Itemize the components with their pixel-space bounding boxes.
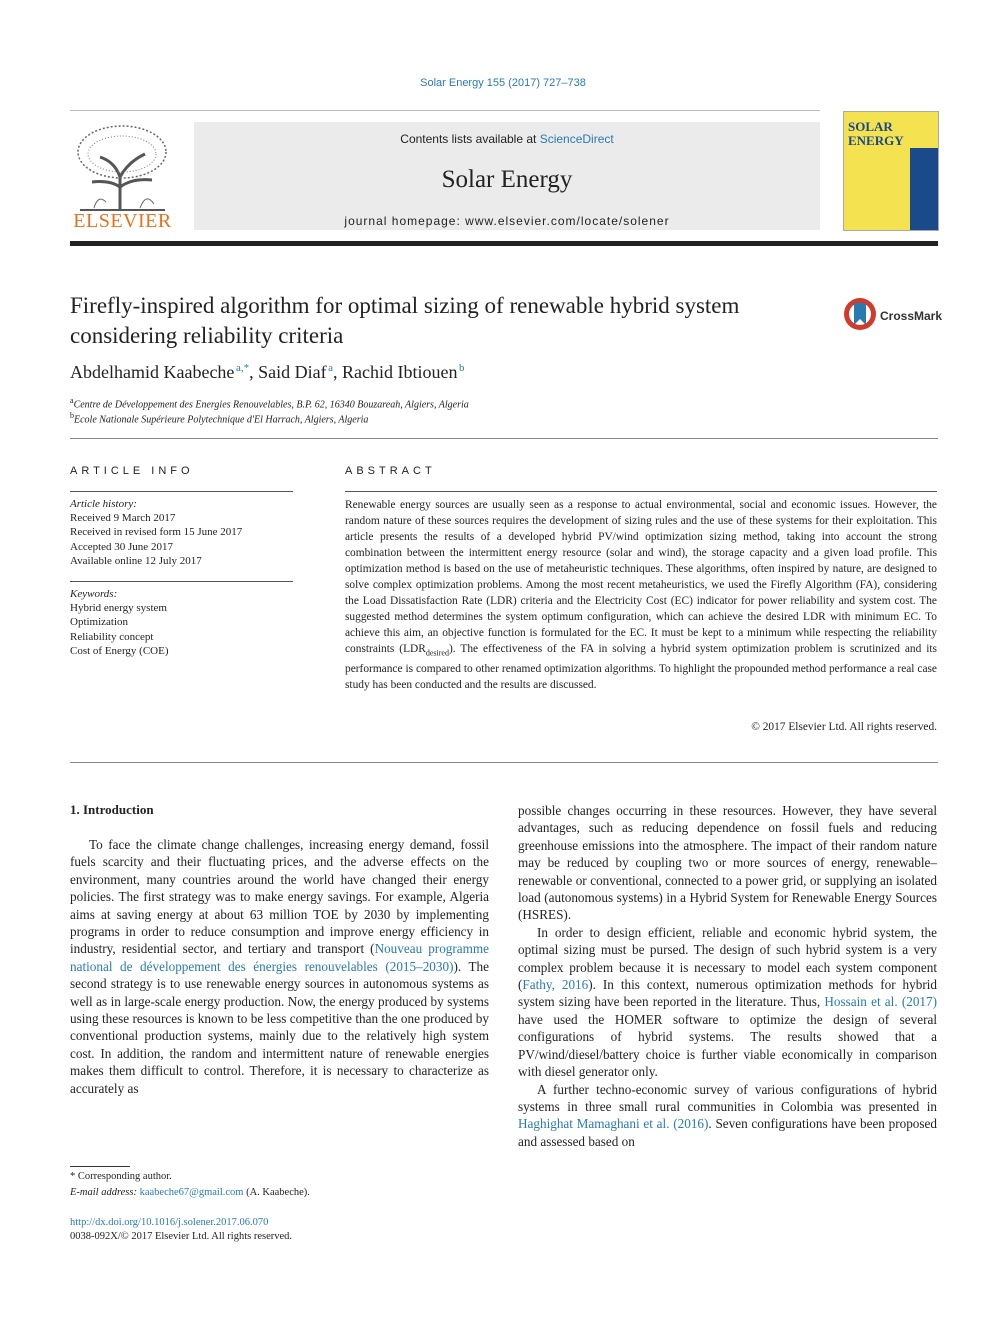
abstract-copyright: © 2017 Elsevier Ltd. All rights reserved. bbox=[751, 721, 937, 733]
abstract-text bbox=[345, 497, 937, 693]
history-item: Available online 12 July 2017 bbox=[70, 554, 202, 567]
cover-globe-graphic bbox=[910, 148, 938, 230]
masthead-top-rule bbox=[70, 110, 820, 111]
email-suffix: (A. Kaabeche). bbox=[243, 1187, 310, 1198]
author-separator: , bbox=[249, 362, 259, 382]
text-run: To face the climate change challenges, increasing energy demand, fossil fuels scarcity and their fluctuating prices, and the adverse effects on the environment, many countries around the world have changed their energy policies. The first strategy was to make energy savings. For example, Algeria aims at saving energy at about 63 million TOE by 2030 by implementing programs in order to reduce consumption and improve energy efficiency in industry, residential sector, and tertiary and transport ( bbox=[70, 837, 489, 957]
masthead-thick-rule bbox=[70, 241, 938, 246]
history-item: Accepted 30 June 2017 bbox=[70, 540, 173, 553]
citation-link[interactable]: Haghighat Mamaghani et al. (2016) bbox=[518, 1116, 709, 1132]
history-item: Received 9 March 2017 bbox=[70, 512, 176, 525]
divider bbox=[70, 491, 293, 492]
author-separator: , bbox=[332, 362, 342, 382]
contents-line bbox=[194, 132, 820, 146]
author-affiliation-marks[interactable]: a,* bbox=[235, 362, 250, 374]
text-run: A further techno-economic survey of various configurations of hybrid systems in three small rural communities in Colombia was presented in bbox=[518, 1081, 937, 1114]
affiliation-mark: b bbox=[70, 411, 74, 420]
history-label: Article history: bbox=[70, 498, 137, 510]
paragraph: possible changes occurring in these resources. However, they have several advantages, such as reducing dependence on fossil fuels and reducing greenhouse emissions into the atmosphere. The impact of their random nature may be reduced by coupling two or more sources of energy, renewable–renewable or conventional, connected to a power grid, or supplying an isolated load (autonomous systems) in a Hybrid System for Renewable Energy Sources (HSRES). bbox=[518, 803, 937, 923]
crossmark-icon[interactable] bbox=[843, 297, 877, 331]
text-run: ). In this context, numerous optimization methods for hybrid system sizing have been reported in the literature. Thus, bbox=[518, 977, 937, 1010]
homepage-line bbox=[194, 214, 820, 228]
doi-link[interactable]: http://dx.doi.org/10.1016/j.solener.2017.06.070 bbox=[70, 1217, 269, 1228]
divider bbox=[70, 438, 938, 439]
journal-title: Solar Energy bbox=[441, 166, 573, 193]
affiliation-text: Ecole Nationale Supérieure Polytechnique d'El Harrach, Algiers, Algeria bbox=[74, 414, 369, 426]
email-footnote bbox=[70, 1187, 310, 1198]
email-label: E-mail address: bbox=[70, 1187, 140, 1198]
history-item: Received in revised form 15 June 2017 bbox=[70, 526, 243, 539]
article-history bbox=[70, 497, 310, 568]
paragraph bbox=[70, 836, 489, 1097]
affiliation-text: Centre de Développement des Energies Renouvelables, B.P. 62, 16340 Bouzareah, Algiers, Algeria bbox=[73, 399, 469, 411]
text-run: have used the HOMER software to optimize the design of several configurations of hybrid systems. The results showed that a PV/wind/diesel/battery choice is further viable economically in comparison with diesel generator only. bbox=[518, 1011, 937, 1080]
text-run: . Seven configurations have been proposed and assessed based on bbox=[518, 1116, 937, 1149]
citation-link[interactable]: Hossain et al. (2017) bbox=[824, 994, 937, 1010]
divider bbox=[70, 581, 293, 582]
body-column-right bbox=[518, 802, 937, 1150]
publisher-name[interactable]: ELSEVIER bbox=[73, 210, 172, 232]
journal-header-box bbox=[194, 122, 820, 230]
author-name[interactable]: Rachid Ibtiouen bbox=[341, 362, 458, 382]
author-list bbox=[70, 362, 464, 383]
author-name[interactable]: Abdelhamid Kaabeche bbox=[70, 362, 235, 382]
text-run: In order to design efficient, reliable and economic hybrid system, the optimal sizing must be pursed. The design of such hybrid system is a very complex problem because it is necessary to model each system component ( bbox=[518, 924, 937, 993]
article-info-heading: ARTICLE INFO bbox=[70, 465, 194, 477]
citation-link[interactable]: Nouveau programme national de développement des énergies renouvelables (2015–2030) bbox=[70, 941, 489, 974]
citation-link[interactable]: Fathy, 2016 bbox=[522, 977, 589, 993]
abstract-part: ). The effectiveness of the FA in solving a hybrid system optimization problem is scrutinized and its performance is compared to other renamed optimization algorithms. To highlight the propounded method performance a real case study has been conducted and the results are discussed. bbox=[345, 643, 937, 692]
homepage-url-link[interactable]: www.elsevier.com/locate/solener bbox=[465, 214, 670, 228]
journal-masthead bbox=[70, 110, 938, 246]
keyword-item: Cost of Energy (COE) bbox=[70, 644, 169, 657]
author-affiliation-marks[interactable]: b bbox=[458, 362, 465, 374]
abstract-heading: ABSTRACT bbox=[345, 465, 436, 477]
journal-reference[interactable]: Solar Energy 155 (2017) 727–738 bbox=[420, 77, 586, 89]
corresponding-author-note: * Corresponding author. bbox=[70, 1171, 172, 1182]
article-title: Firefly-inspired algorithm for optimal sizing of renewable hybrid system considering reliability criteria bbox=[70, 293, 740, 348]
affiliation-b bbox=[70, 411, 368, 425]
abstract-subscript: desired bbox=[425, 648, 449, 658]
keyword-item: Hybrid energy system bbox=[70, 602, 167, 615]
keywords-label: Keywords: bbox=[70, 588, 118, 600]
paragraph bbox=[518, 1081, 937, 1151]
section-heading: 1. Introduction bbox=[70, 802, 154, 817]
keyword-item: Reliability concept bbox=[70, 630, 154, 643]
keyword-item: Optimization bbox=[70, 616, 129, 629]
paragraph bbox=[518, 924, 937, 1081]
divider bbox=[345, 491, 937, 492]
divider bbox=[70, 762, 938, 763]
affiliation-mark: a bbox=[70, 396, 74, 405]
sciencedirect-link[interactable]: ScienceDirect bbox=[539, 132, 614, 146]
author-affiliation-marks[interactable]: a bbox=[328, 362, 333, 374]
text-run: ). The second strategy is to use renewable energy sources in autonomous systems as well as in large-scale energy production. Now, the energy produced by systems using these resources is known to be less competitive than the one produced by conventional production systems, mainly due to the relatively high system cost. In addition, the random and intermittent nature of renewable energies makes them difficult to control. Therefore, it is necessary to characterize as accurately as bbox=[70, 958, 489, 1096]
homepage-prefix: journal homepage: bbox=[344, 214, 466, 228]
issn-copyright: 0038-092X/© 2017 Elsevier Ltd. All rights reserved. bbox=[70, 1231, 293, 1242]
email-link[interactable]: kaabeche67@gmail.com bbox=[139, 1187, 244, 1198]
footnote-rule bbox=[70, 1166, 130, 1167]
abstract-part: Renewable energy sources are usually seen as a response to actual environmental, social and economic issues. However, the random nature of these sources requires the development of sizing rules and the use of these systems for their exploitation. This article presents the results of a developed hybrid PV/wind optimization sizing method, taking into account the strong combination between the intermittent energy resource (solar and wind), the storage capacity and a given load profile. This optimization method is based on the use of metaheuristic techniques. These algorithms, often inspired by nature, are designed to solve complex optimization problems. Among the most recent metaheuristics, we used the Firefly Algorithm (FA), considering the Load Dissatisfaction Rate (LDR) criteria and the Electricity Cost (EC) indicator for power reliability and system cost. The suggested method determines the system optimum configuration, which can achieve the desired LDR with minimum EC. To achieve this aim, an objective function is formulated for the EC. It must be kept to a minimum while respecting the reliability constraints (LDR bbox=[345, 499, 937, 655]
author-name[interactable]: Said Diaf bbox=[258, 362, 327, 382]
cover-title: SOLAR ENERGY bbox=[848, 119, 904, 148]
keywords bbox=[70, 587, 310, 658]
journal-cover-thumbnail[interactable] bbox=[843, 111, 939, 231]
affiliation-a bbox=[70, 396, 469, 410]
body-column-left bbox=[70, 836, 489, 1097]
contents-prefix: Contents lists available at bbox=[400, 132, 540, 146]
crossmark-label[interactable]: CrossMark bbox=[880, 309, 943, 323]
